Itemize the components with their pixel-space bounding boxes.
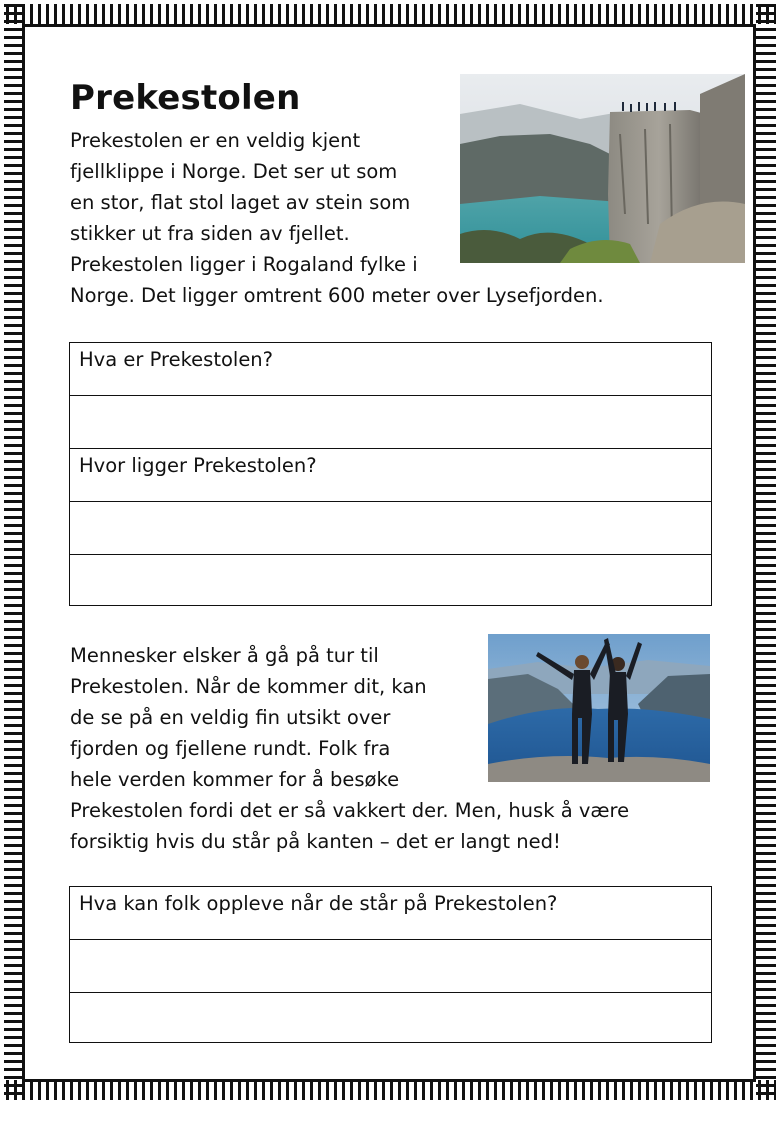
hikers-photo <box>488 634 710 782</box>
paragraph-line: forsiktig hvis du står på kanten – det er langt ned! <box>70 830 561 853</box>
frame-top-border <box>6 4 776 24</box>
page-title: Prekestolen <box>70 78 301 118</box>
paragraph-line: Mennesker elsker å gå på tur til <box>70 644 379 667</box>
paragraph-line: Prekestolen fordi det er så vakkert der. Men, husk å være <box>70 799 630 822</box>
question-row: Hvor ligger Prekestolen? <box>70 449 711 502</box>
frame-left-border <box>4 4 24 1100</box>
question-row: Hva kan folk oppleve når de står på Prekestolen? <box>70 887 711 940</box>
cliff-photo <box>460 74 745 263</box>
questions-table-2 <box>69 886 712 1043</box>
paragraph-line: hele verden kommer for å besøke <box>70 768 400 791</box>
answer-row[interactable] <box>70 396 711 449</box>
frame-right-border <box>756 4 776 1100</box>
question-row: Hva er Prekestolen? <box>70 343 711 396</box>
intro-line: en stor, flat stol laget av stein som <box>70 191 411 214</box>
intro-line: Prekestolen ligger i Rogaland fylke i <box>70 253 418 276</box>
paragraph-line: fjorden og fjellene rundt. Folk fra <box>70 737 391 760</box>
answer-row[interactable] <box>70 502 711 555</box>
intro-line: stikker ut fra siden av fjellet. <box>70 222 350 245</box>
paragraph-line: de se på en veldig fin utsikt over <box>70 706 391 729</box>
answer-row[interactable] <box>70 940 711 993</box>
paragraph-line: Prekestolen. Når de kommer dit, kan <box>70 675 427 698</box>
questions-table-1 <box>69 342 712 606</box>
answer-row[interactable] <box>70 555 711 605</box>
answer-row[interactable] <box>70 993 711 1041</box>
intro-line: fjellklippe i Norge. Det ser ut som <box>70 160 398 183</box>
intro-line: Prekestolen er en veldig kjent <box>70 129 361 152</box>
intro-line: Norge. Det ligger omtrent 600 meter over Lysefjorden. <box>70 284 604 307</box>
frame-bottom-border <box>6 1080 776 1100</box>
